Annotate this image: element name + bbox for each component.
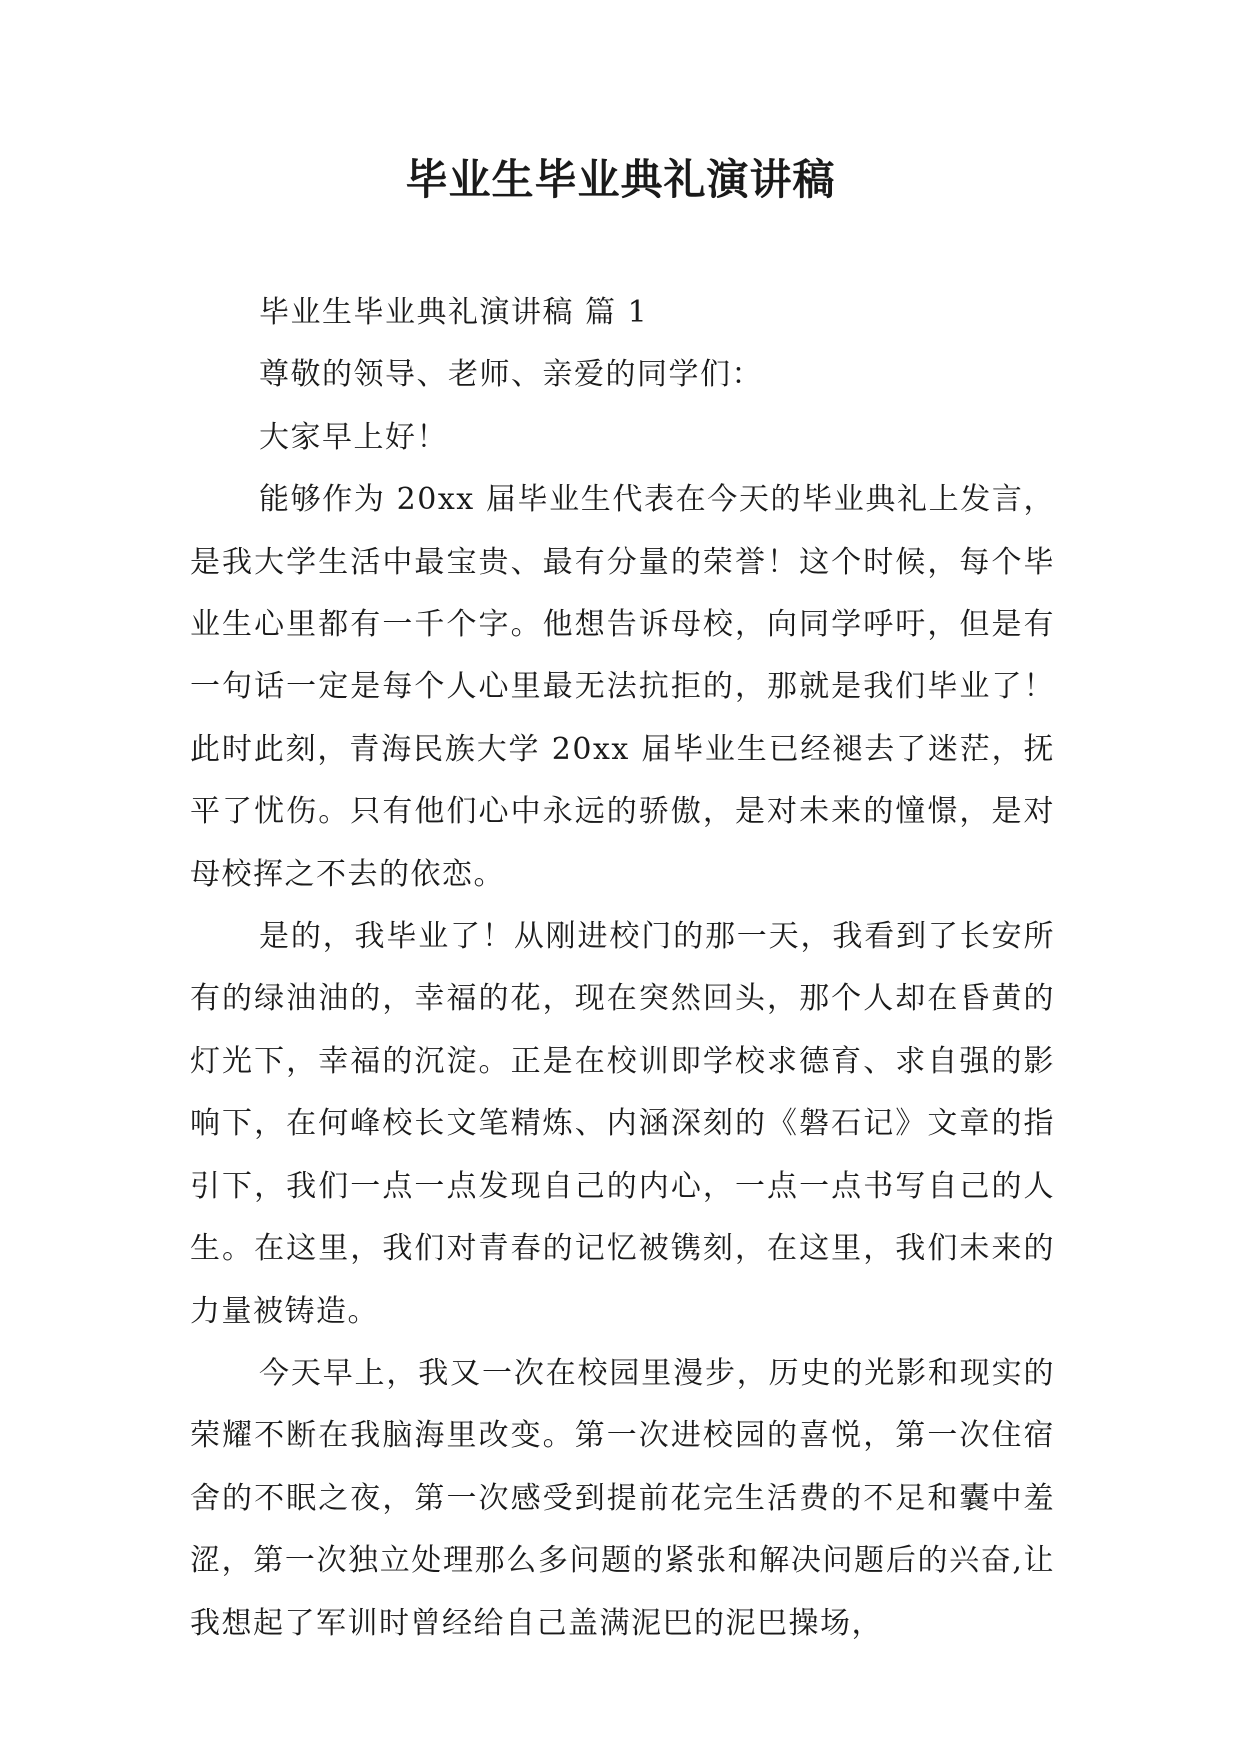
body-paragraph: 能够作为 20xx 届毕业生代表在今天的毕业典礼上发言，是我大学生活中最宝贵、最有分量的荣誉！这个时候，每个毕业生心里都有一千个字。他想告诉母校，向同学呼吁，但是有一句话一定是每个人心里最无法抗拒的，那就是我们毕业了！此时此刻，青海民族大学 20xx 届毕业生已经褪去了迷茫，抚平了忧伤。只有他们心中永远的骄傲，是对未来的憧憬，是对母校挥之不去的依恋。 xyxy=(190,482,1055,892)
greeting: 大家早上好！ xyxy=(259,419,448,455)
body-paragraph: 是的，我毕业了！从刚进校门的那一天，我看到了长安所有的绿油油的，幸福的花，现在突然回头，那个人却在昏黄的灯光下，幸福的沉淀。正是在校训即学校求德育、求自强的影响下，在何峰校长文笔精炼、内涵深刻的《磐石记》文章的指引下，我们一点一点发现自己的内心，一点一点书写自己的人生。在这里，我们对青春的记忆被镌刻，在这里，我们未来的力量被铸造。 xyxy=(190,919,1055,1329)
document-body xyxy=(190,282,1055,1655)
document-title: 毕业生毕业典礼演讲稿 xyxy=(405,155,836,204)
body-paragraph: 今天早上，我又一次在校园里漫步，历史的光影和现实的荣耀不断在我脑海里改变。第一次进校园的喜悦，第一次住宿舍的不眠之夜，第一次感受到提前花完生活费的不足和囊中羞涩，第一次独立处理那么多问题的紧张和解决问题后的兴奋,让我想起了军训时曾经给自己盖满泥巴的泥巴操场， xyxy=(190,1355,1055,1641)
section-heading: 毕业生毕业典礼演讲稿 篇 1 xyxy=(259,295,649,330)
salutation: 尊敬的领导、老师、亲爱的同学们： xyxy=(259,357,763,393)
